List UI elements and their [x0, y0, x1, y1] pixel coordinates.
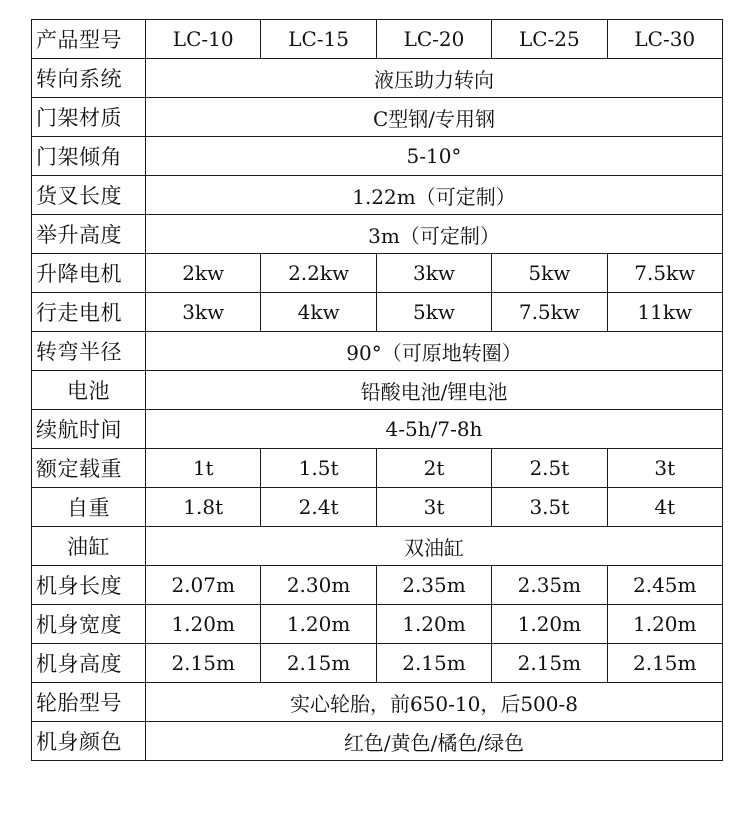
- spec-value-cell: 1.20m: [492, 605, 607, 644]
- header-label-cell: 产品型号: [32, 20, 146, 59]
- header-row: [32, 20, 723, 59]
- model-cell: LC-20: [376, 20, 491, 59]
- spec-label-cell: 门架材质: [32, 98, 146, 137]
- spec-value-cell: 3kw: [376, 254, 491, 293]
- spec-value-cell: 1.20m: [261, 605, 376, 644]
- spec-value-cell: 5kw: [376, 293, 491, 332]
- spec-value-cell: 1.5t: [261, 449, 376, 488]
- spec-value-cell: 2.15m: [492, 644, 607, 683]
- spec-label-cell: 机身颜色: [32, 722, 146, 761]
- spec-value-cell: 2.15m: [607, 644, 722, 683]
- spec-row: [32, 527, 723, 566]
- spec-value-cell: 4t: [607, 488, 722, 527]
- spec-label-cell: 转向系统: [32, 59, 146, 98]
- spec-value-cell: 2.30m: [261, 566, 376, 605]
- spec-value-cell: 5-10°: [146, 137, 723, 176]
- spec-label-cell: 行走电机: [32, 293, 146, 332]
- spec-row: [32, 215, 723, 254]
- spec-label-cell: 轮胎型号: [32, 683, 146, 722]
- spec-value-cell: 1.8t: [146, 488, 261, 527]
- spec-label-cell: 电池: [32, 371, 146, 410]
- spec-row: [32, 59, 723, 98]
- spec-label-cell: 转弯半径: [32, 332, 146, 371]
- spec-value-cell: 11kw: [607, 293, 722, 332]
- spec-value-cell: 3t: [607, 449, 722, 488]
- spec-value-cell: 2.07m: [146, 566, 261, 605]
- spec-value-cell: 7.5kw: [492, 293, 607, 332]
- spec-label-cell: 机身长度: [32, 566, 146, 605]
- spec-row: [32, 176, 723, 215]
- spec-value-cell: 2kw: [146, 254, 261, 293]
- spec-row: [32, 371, 723, 410]
- spec-value-cell: 1t: [146, 449, 261, 488]
- spec-value-cell: 2.15m: [376, 644, 491, 683]
- spec-value-cell: 红色/黄色/橘色/绿色: [146, 722, 723, 761]
- spec-value-cell: 2.5t: [492, 449, 607, 488]
- spec-value-cell: 铅酸电池/锂电池: [146, 371, 723, 410]
- spec-row: [32, 683, 723, 722]
- spec-value-cell: 1.20m: [376, 605, 491, 644]
- spec-label-cell: 续航时间: [32, 410, 146, 449]
- model-cell: LC-30: [607, 20, 722, 59]
- spec-row: [32, 644, 723, 683]
- spec-label-cell: 机身高度: [32, 644, 146, 683]
- spec-value-cell: 液压助力转向: [146, 59, 723, 98]
- spec-value-cell: 实心轮胎，前650-10，后500-8: [146, 683, 723, 722]
- spec-row: [32, 332, 723, 371]
- spec-row: [32, 254, 723, 293]
- spec-row: [32, 605, 723, 644]
- model-cell: LC-15: [261, 20, 376, 59]
- spec-value-cell: 3t: [376, 488, 491, 527]
- spec-value-cell: 2.15m: [146, 644, 261, 683]
- model-cell: LC-25: [492, 20, 607, 59]
- spec-value-cell: 1.20m: [607, 605, 722, 644]
- spec-value-cell: 7.5kw: [607, 254, 722, 293]
- spec-value-cell: 3kw: [146, 293, 261, 332]
- spec-label-cell: 机身宽度: [32, 605, 146, 644]
- spec-label-cell: 油缸: [32, 527, 146, 566]
- spec-value-cell: 1.20m: [146, 605, 261, 644]
- spec-value-cell: 2.35m: [376, 566, 491, 605]
- spec-row: [32, 566, 723, 605]
- spec-row: [32, 410, 723, 449]
- spec-value-cell: 2t: [376, 449, 491, 488]
- spec-label-cell: 举升高度: [32, 215, 146, 254]
- spec-value-cell: 双油缸: [146, 527, 723, 566]
- spec-label-cell: 门架倾角: [32, 137, 146, 176]
- spec-label-cell: 货叉长度: [32, 176, 146, 215]
- spec-row: [32, 137, 723, 176]
- spec-value-cell: 2.2kw: [261, 254, 376, 293]
- spec-value-cell: 3.5t: [492, 488, 607, 527]
- spec-value-cell: 1.22m（可定制）: [146, 176, 723, 215]
- spec-row: [32, 293, 723, 332]
- spec-value-cell: 2.45m: [607, 566, 722, 605]
- spec-value-cell: 5kw: [492, 254, 607, 293]
- spec-table-body: [32, 20, 723, 761]
- spec-row: [32, 98, 723, 137]
- model-cell: LC-10: [146, 20, 261, 59]
- spec-value-cell: 2.15m: [261, 644, 376, 683]
- spec-row: [32, 449, 723, 488]
- spec-label-cell: 自重: [32, 488, 146, 527]
- spec-label-cell: 额定载重: [32, 449, 146, 488]
- spec-row: [32, 488, 723, 527]
- spec-value-cell: 4kw: [261, 293, 376, 332]
- spec-value-cell: 4-5h/7-8h: [146, 410, 723, 449]
- spec-row: [32, 722, 723, 761]
- spec-value-cell: 2.4t: [261, 488, 376, 527]
- spec-value-cell: 90°（可原地转圈）: [146, 332, 723, 371]
- spec-value-cell: 2.35m: [492, 566, 607, 605]
- spec-table: [31, 19, 723, 761]
- spec-value-cell: 3m（可定制）: [146, 215, 723, 254]
- spec-label-cell: 升降电机: [32, 254, 146, 293]
- spec-value-cell: C型钢/专用钢: [146, 98, 723, 137]
